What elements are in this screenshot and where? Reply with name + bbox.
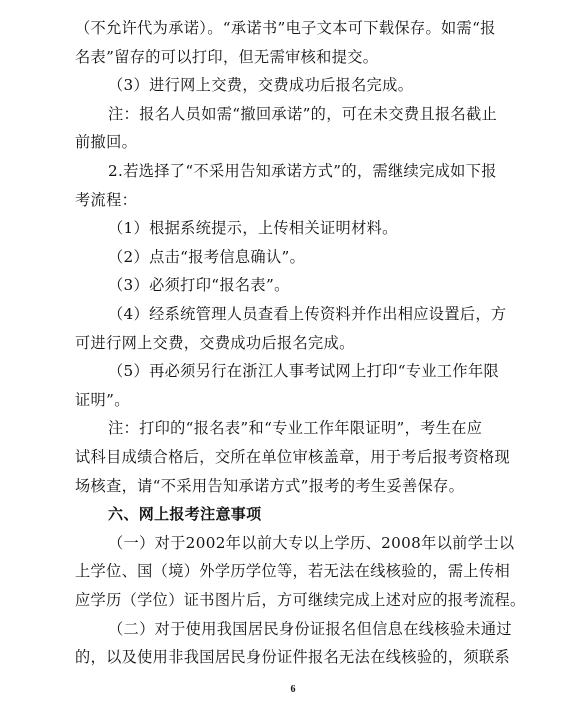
text-line: 前撤回。	[75, 133, 138, 152]
page-number: 6	[290, 684, 296, 695]
text-line: 可进行网上交费，交费成功后报名完成。	[75, 333, 355, 352]
text-line: （5）再必须另行在浙江人事考试网上打印“专业工作年限	[108, 362, 500, 381]
section-heading: 六、网上报考注意事项	[108, 505, 262, 524]
text-line: （3）进行网上交费，交费成功后报名完成。	[108, 76, 414, 95]
text-line: 名表”留存的可以打印，但无需审核和提交。	[75, 47, 379, 66]
text-line: （4）经系统管理人员查看上传资料并作出相应设置后，方	[108, 305, 507, 323]
text-line: 的，以及使用非我国居民身份证件报名无法在线核验的，须联系	[75, 648, 511, 667]
text-line: 上学位、国（境）外学历学位等，若无法在线核验的，需上传相	[75, 562, 511, 581]
text-line: 证明”。	[75, 390, 130, 409]
text-line: （二）对于使用我国居民身份证报名但信息在线核验未通过	[108, 619, 512, 638]
text-line: （不允许代为承诺）。“承诺书”电子文本可下载保存。如需“报	[75, 19, 496, 37]
text-line: （一）对于2002年以前大专以上学历、2008年以前学士以	[108, 533, 515, 552]
text-line: （2）点击“报考信息确认”。	[108, 247, 306, 266]
text-line: 2.若选择了“不采用告知承诺方式”的，需继续完成如下报	[108, 162, 497, 180]
text-line: （1）根据系统提示，上传相关证明材料。	[108, 219, 398, 238]
text-line: 场核查，请“不采用告知承诺方式”报考的考生妥善保存。	[75, 476, 465, 495]
text-line: 注：打印的“报名表”和“专业工作年限证明”，考生在应	[108, 419, 483, 438]
text-line: 考流程：	[75, 190, 138, 209]
text-line: 注：报名人员如需“撤回承诺”的，可在未交费且报名截止	[108, 104, 498, 123]
text-line: 应学历（学位）证书图片后，方可继续完成上述对应的报考流程。	[75, 591, 526, 609]
text-line: 试科目成绩合格后，交所在单位审核盖章，用于考后报考资格现	[75, 448, 511, 466]
text-line: （3）必须打印“报名表”。	[108, 276, 290, 295]
